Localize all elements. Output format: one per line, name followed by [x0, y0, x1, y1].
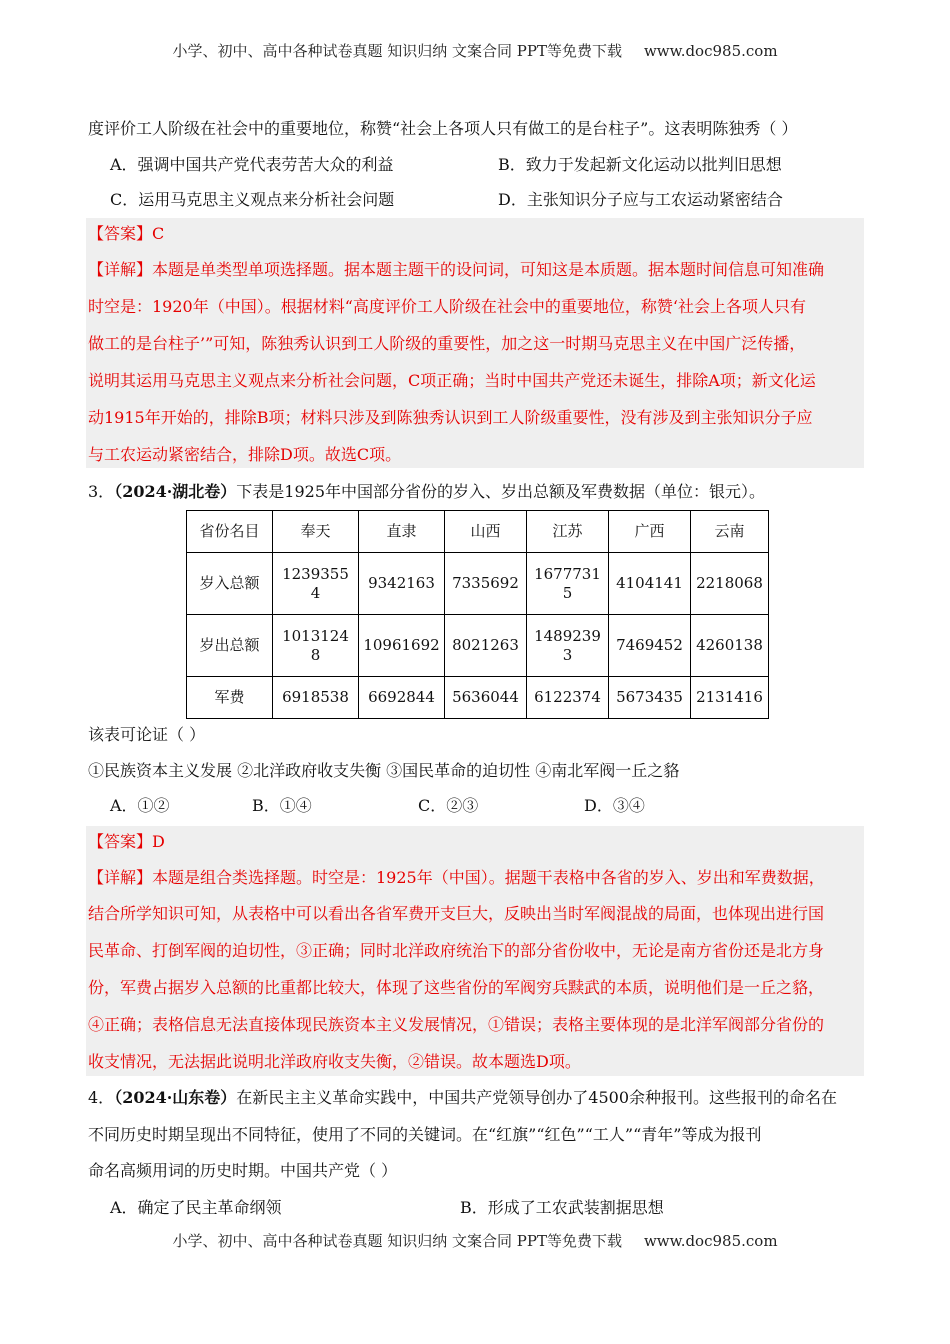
table-header-cell: 云南 [691, 511, 769, 553]
table-header-row [187, 511, 769, 553]
q3-analysis-line: ④正确；表格信息无法直接体现民族资本主义发展情况，①错误；表格主要体现的是北洋军阀部分省份的 [88, 1015, 825, 1034]
table-cell: 10961692 [359, 615, 445, 677]
q4-stem-text: 在新民主主义革命实践中，中国共产党领导创办了4500余种报刊。这些报刊的命名在 [236, 1088, 838, 1107]
table-cell: 5636044 [445, 677, 527, 719]
table-cell-line: 1013124 [282, 626, 349, 645]
table-cell: 9342163 [359, 553, 445, 615]
q2-analysis-line: 说明其运用马克思主义观点来分析社会问题，C项正确；当时中国共产党还未诞生，排除A项；新文化运 [88, 371, 816, 390]
table-cell [527, 553, 609, 615]
table-row [187, 677, 769, 719]
table-header-cell: 省份名目 [187, 511, 273, 553]
table-row [187, 615, 769, 677]
table-row-label: 岁出总额 [187, 615, 273, 677]
q4-option-a: A．确定了民主革命纲领 [110, 1198, 282, 1217]
q3-stem-text: 下表是1925年中国部分省份的岁入、岁出总额及军费数据（单位：银元）。 [236, 482, 766, 501]
table-cell-line: 4 [310, 583, 321, 602]
q2-option-c: C．运用马克思主义观点来分析社会问题 [110, 190, 395, 209]
q2-option-b: B．致力于发起新文化运动以批判旧思想 [498, 155, 782, 174]
q3-option-a: A．①② [110, 796, 170, 815]
footer-site-link[interactable]: www.doc985.com [643, 1232, 778, 1250]
q2-option-a: A．强调中国共产党代表劳苦大众的利益 [110, 155, 394, 174]
table-cell-line: 1239355 [282, 564, 349, 583]
table-cell: 4104141 [609, 553, 691, 615]
table-cell [273, 553, 359, 615]
table-cell: 5673435 [609, 677, 691, 719]
q4-source: （2024·山东卷） [114, 1088, 237, 1107]
table-cell [273, 615, 359, 677]
q3-data-table [186, 510, 769, 719]
table-cell: 4260138 [691, 615, 769, 677]
q2-analysis-line: 与工农运动紧密结合，排除D项。故选C项。 [88, 445, 402, 464]
q3-analysis-line: 收支情况，无法据此说明北洋政府收支失衡，②错误。故本题选D项。 [88, 1052, 581, 1071]
table-cell: 2131416 [691, 677, 769, 719]
table-cell: 7335692 [445, 553, 527, 615]
q2-analysis-line: 动1915年开始的，排除B项；材料只涉及到陈独秀认识到工人阶级重要性，没有涉及到主张知识分子应 [88, 408, 813, 427]
q3-source: （2024·湖北卷） [114, 482, 237, 501]
table-row-label: 岁入总额 [187, 553, 273, 615]
table-cell: 6692844 [359, 677, 445, 719]
table-header-cell: 江苏 [527, 511, 609, 553]
table-header-cell: 山西 [445, 511, 527, 553]
q4-stem-line: 不同历史时期呈现出不同特征，使用了不同的关键词。在“红旗”“红色”“工人”“青年”等成为报刊 [88, 1125, 762, 1144]
table-cell [527, 615, 609, 677]
table-row [187, 553, 769, 615]
q2-option-d: D．主张知识分子应与工农运动紧密结合 [498, 190, 783, 209]
table-cell: 7469452 [609, 615, 691, 677]
table-header-cell: 奉天 [273, 511, 359, 553]
table-cell: 8021263 [445, 615, 527, 677]
header-text: 小学、初中、高中各种试卷真题 知识归纳 文案合同 PPT等免费下载 [172, 42, 622, 60]
table-cell: 6918538 [273, 677, 359, 719]
q4-option-b: B．形成了工农武装割据思想 [460, 1198, 664, 1217]
table-cell: 2218068 [691, 553, 769, 615]
q3-number: 3． [88, 482, 115, 501]
q3-analysis-line: 民革命、打倒军阀的迫切性，③正确；同时北洋政府统治下的部分省份收中，无论是南方省份还是北方身 [88, 941, 825, 960]
q3-question: 该表可论证（ ） [88, 725, 206, 744]
table-cell-line: 5 [562, 583, 573, 602]
q3-option-b: B．①④ [252, 796, 312, 815]
q3-statements: ①民族资本主义发展 ②北洋政府收支失衡 ③国民革命的迫切性 ④南北军阀一丘之貉 [88, 761, 680, 780]
q2-analysis-line: 做工的是台柱子’”可知，陈独秀认识到工人阶级的重要性，加之这一时期马克思主义在中国广泛传播， [88, 334, 806, 353]
q4-stem [88, 1087, 868, 1109]
q3-option-d: D．③④ [584, 796, 645, 815]
q3-analysis-line: 份，军费占据岁入总额的比重都比较大，体现了这些省份的军阀穷兵黩武的本质，说明他们是一丘之貉， [88, 978, 825, 997]
q3-analysis-line: 【详解】本题是组合类选择题。时空是：1925年（中国）。据题干表格中各省的岁入、岁出和军费数据， [88, 868, 825, 887]
table-cell-line: 1677731 [534, 564, 601, 583]
table-cell-line: 3 [562, 645, 573, 664]
header-site-link[interactable]: www.doc985.com [643, 42, 778, 60]
q4-number: 4． [88, 1088, 115, 1107]
table-cell-line: 1489239 [534, 626, 601, 645]
table-row-label: 军费 [187, 677, 273, 719]
q2-analysis-line: 【详解】本题是单类型单项选择题。据本题主题干的设问词，可知这是本质题。据本题时间信息可知准确 [88, 260, 825, 279]
table-cell-line: 8 [310, 645, 321, 664]
q2-analysis-line: 时空是：1920年（中国）。根据材料“高度评价工人阶级在社会中的重要地位，称赞‘社会上各项人只有 [88, 297, 806, 316]
page-footer [0, 1230, 950, 1251]
q2-answer: 【答案】C [88, 224, 165, 243]
q2-stem-tail: 度评价工人阶级在社会中的重要地位，称赞“社会上各项人只有做工的是台柱子”。这表明陈独秀（ ） [88, 119, 798, 138]
q4-stem-line: 命名高频用词的历史时期。中国共产党（ ） [88, 1161, 398, 1180]
page-header [0, 40, 950, 61]
q3-analysis-line: 结合所学知识可知，从表格中可以看出各省军费开支巨大，反映出当时军阀混战的局面，也体现出进行国 [88, 904, 825, 923]
footer-text: 小学、初中、高中各种试卷真题 知识归纳 文案合同 PPT等免费下载 [172, 1232, 622, 1250]
q3-answer: 【答案】D [88, 832, 165, 851]
q3-option-c: C．②③ [418, 796, 479, 815]
q3-stem [88, 481, 868, 503]
table-cell: 6122374 [527, 677, 609, 719]
table-header-cell: 广西 [609, 511, 691, 553]
table-header-cell: 直隶 [359, 511, 445, 553]
